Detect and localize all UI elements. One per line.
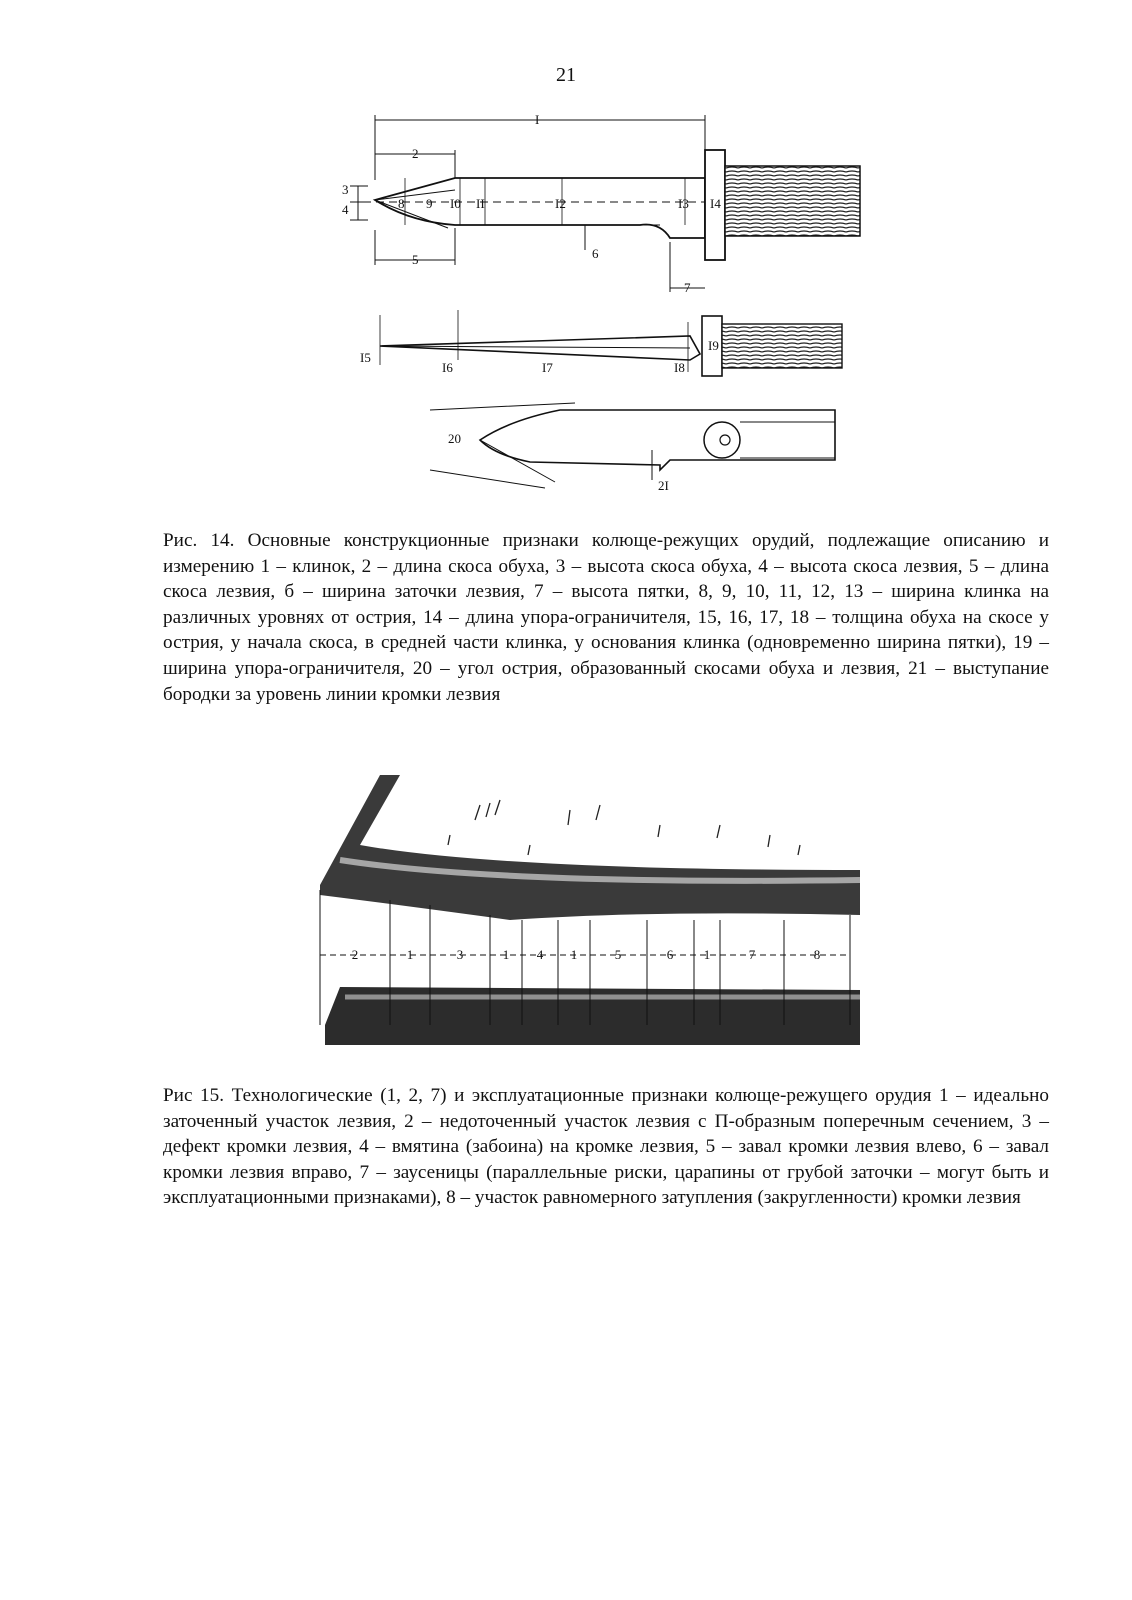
segment-label: 7: [748, 947, 756, 962]
label-20: 20: [448, 431, 461, 446]
segment-label: 6: [666, 947, 674, 962]
label-16: I6: [442, 360, 453, 375]
segment-label: 1: [406, 947, 414, 962]
segment-label: 1: [502, 947, 510, 962]
label-5: 5: [412, 252, 419, 267]
segment-label: 4: [536, 947, 544, 962]
label-2: 2: [412, 146, 419, 161]
label-3: 3: [342, 182, 349, 197]
figure-15-blade-edge-diagram: [300, 775, 870, 1065]
label-14: I4: [710, 196, 721, 211]
label-9: 9: [426, 196, 433, 211]
segment-label: 2: [351, 947, 359, 962]
segment-label: 3: [456, 947, 464, 962]
page-number: 21: [556, 64, 576, 86]
blade-outline-bottom: [480, 410, 835, 470]
label-11: II: [476, 196, 485, 211]
label-8: 8: [398, 196, 405, 211]
label-19: I9: [708, 338, 719, 353]
label-18: I8: [674, 360, 685, 375]
blade-top-image: [320, 775, 860, 920]
blade-outline-top: [375, 178, 705, 238]
label-15: I5: [360, 350, 371, 365]
label-17: I7: [542, 360, 553, 375]
label-1: I: [535, 112, 540, 127]
figure-14-knife-diagram: [330, 110, 870, 500]
segment-label: 8: [813, 947, 821, 962]
label-4: 4: [342, 202, 349, 217]
label-13: I3: [678, 196, 689, 211]
segment-label: 5: [614, 947, 622, 962]
label-10: I0: [450, 196, 461, 211]
label-21: 2I: [658, 478, 669, 493]
label-12: I2: [555, 196, 566, 211]
figure-14-caption: Рис. 14. Основные конструкционные признаки колюще-режущих орудий, подлежащие описанию и измерению 1 – клинок, 2 – длина скоса обуха, 3 – высота скоса обуха, 4 – высота скоса лезвия, 5 – длина скоса лезвия, б – ширина заточки лезвия, 7 – высота пятки, 8, 9, 10, 11, 12, 13 – ширина клинка на различных уровнях от острия, 14 – длина упора-ограничителя, 15, 16, 17, 18 – толщина обуха на скосе у острия, у начала скоса, в средней части клинка, у основания клинка (одновременно ширина пятки), 19 – ширина упора-ограничителя, 20 – угол острия, образованный скосами обуха и лезвия, 21 – выступание бородки за уровень линии кромки лезвия: [163, 530, 1049, 705]
label-6: 6: [592, 246, 599, 261]
label-7: 7: [684, 280, 691, 295]
segment-label: 1: [703, 947, 711, 962]
handle-middle: [722, 324, 842, 368]
segment-label: 1: [570, 947, 578, 962]
handle-top: [725, 166, 860, 236]
figure-15-caption: Рис 15. Технологические (1, 2, 7) и эксплуатационные признаки колюще-режущего орудия 1 – идеально заточенный участок лезвия, 2 – недоточенный участок лезвия с П-образным поперечным сечением, 3 – дефект кромки лезвия, 4 – вмятина (забоина) на кромке лезвия, 5 – завал кромки лезвия влево, 6 – завал кромки лезвия вправо, 7 – заусеницы (параллельные риски, царапины от грубой заточки – могут быть и эксплуатационными признаками), 8 – участок равномерного затупления (закругленности) кромки лезвия: [163, 1085, 1049, 1209]
